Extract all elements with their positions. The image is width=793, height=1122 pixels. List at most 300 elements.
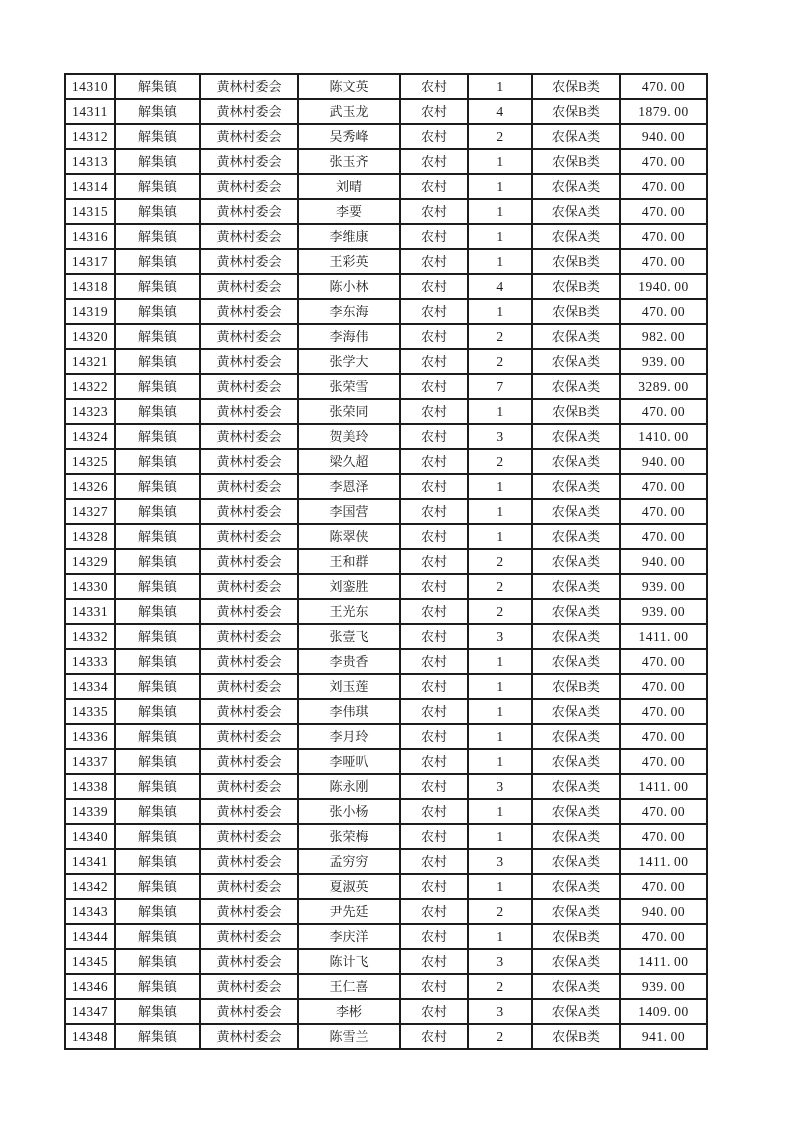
town-cell: 解集镇: [115, 624, 200, 649]
amount-cell: 470. 00: [620, 199, 707, 224]
amount-cell: 940. 00: [620, 549, 707, 574]
village-committee-cell: 黄林村委会: [200, 274, 298, 299]
village-committee-cell: 黄林村委会: [200, 249, 298, 274]
table-row: [65, 774, 707, 799]
category-cell: 农村: [400, 199, 468, 224]
headcount-cell: 2: [468, 1024, 532, 1049]
insurance-type-cell: 农保A类: [532, 774, 620, 799]
category-cell: 农村: [400, 674, 468, 699]
person-name-cell: 张荣雪: [298, 374, 400, 399]
person-name-cell: 刘玉莲: [298, 674, 400, 699]
insurance-type-cell: 农保B类: [532, 924, 620, 949]
town-cell: 解集镇: [115, 1024, 200, 1049]
village-committee-cell: 黄林村委会: [200, 149, 298, 174]
headcount-cell: 1: [468, 524, 532, 549]
serial-number-cell: 14325: [65, 449, 115, 474]
table-row: [65, 549, 707, 574]
amount-cell: 940. 00: [620, 449, 707, 474]
serial-number-cell: 14321: [65, 349, 115, 374]
amount-cell: 1411. 00: [620, 774, 707, 799]
insurance-type-cell: 农保A类: [532, 449, 620, 474]
person-name-cell: 李国营: [298, 499, 400, 524]
category-cell: 农村: [400, 649, 468, 674]
insurance-type-cell: 农保B类: [532, 74, 620, 99]
village-committee-cell: 黄林村委会: [200, 324, 298, 349]
headcount-cell: 1: [468, 249, 532, 274]
category-cell: 农村: [400, 999, 468, 1024]
town-cell: 解集镇: [115, 499, 200, 524]
table-row: [65, 799, 707, 824]
insurance-payment-table: [64, 73, 708, 1050]
serial-number-cell: 14345: [65, 949, 115, 974]
insurance-type-cell: 农保A类: [532, 424, 620, 449]
table-row: [65, 649, 707, 674]
village-committee-cell: 黄林村委会: [200, 799, 298, 824]
village-committee-cell: 黄林村委会: [200, 774, 298, 799]
category-cell: 农村: [400, 99, 468, 124]
person-name-cell: 陈雪兰: [298, 1024, 400, 1049]
headcount-cell: 3: [468, 424, 532, 449]
headcount-cell: 1: [468, 674, 532, 699]
village-committee-cell: 黄林村委会: [200, 849, 298, 874]
amount-cell: 470. 00: [620, 224, 707, 249]
town-cell: 解集镇: [115, 174, 200, 199]
insurance-type-cell: 农保A类: [532, 949, 620, 974]
headcount-cell: 2: [468, 549, 532, 574]
insurance-type-cell: 农保A类: [532, 549, 620, 574]
village-committee-cell: 黄林村委会: [200, 899, 298, 924]
table-row: [65, 699, 707, 724]
serial-number-cell: 14312: [65, 124, 115, 149]
table-row: [65, 824, 707, 849]
table-body: [65, 74, 707, 1049]
category-cell: 农村: [400, 224, 468, 249]
town-cell: 解集镇: [115, 299, 200, 324]
town-cell: 解集镇: [115, 974, 200, 999]
category-cell: 农村: [400, 549, 468, 574]
insurance-type-cell: 农保B类: [532, 1024, 620, 1049]
serial-number-cell: 14331: [65, 599, 115, 624]
headcount-cell: 3: [468, 949, 532, 974]
village-committee-cell: 黄林村委会: [200, 599, 298, 624]
headcount-cell: 2: [468, 124, 532, 149]
category-cell: 农村: [400, 574, 468, 599]
village-committee-cell: 黄林村委会: [200, 949, 298, 974]
town-cell: 解集镇: [115, 999, 200, 1024]
town-cell: 解集镇: [115, 749, 200, 774]
person-name-cell: 陈翠侠: [298, 524, 400, 549]
person-name-cell: 陈小林: [298, 274, 400, 299]
amount-cell: 470. 00: [620, 674, 707, 699]
person-name-cell: 李维康: [298, 224, 400, 249]
person-name-cell: 李海伟: [298, 324, 400, 349]
headcount-cell: 1: [468, 824, 532, 849]
town-cell: 解集镇: [115, 774, 200, 799]
headcount-cell: 1: [468, 724, 532, 749]
headcount-cell: 1: [468, 649, 532, 674]
person-name-cell: 张小杨: [298, 799, 400, 824]
headcount-cell: 2: [468, 599, 532, 624]
serial-number-cell: 14317: [65, 249, 115, 274]
serial-number-cell: 14315: [65, 199, 115, 224]
person-name-cell: 张荣梅: [298, 824, 400, 849]
insurance-type-cell: 农保A类: [532, 499, 620, 524]
town-cell: 解集镇: [115, 924, 200, 949]
category-cell: 农村: [400, 74, 468, 99]
headcount-cell: 4: [468, 274, 532, 299]
table-row: [65, 524, 707, 549]
person-name-cell: 陈永刚: [298, 774, 400, 799]
town-cell: 解集镇: [115, 949, 200, 974]
headcount-cell: 2: [468, 899, 532, 924]
insurance-type-cell: 农保A类: [532, 199, 620, 224]
category-cell: 农村: [400, 724, 468, 749]
town-cell: 解集镇: [115, 399, 200, 424]
headcount-cell: 1: [468, 399, 532, 424]
town-cell: 解集镇: [115, 374, 200, 399]
person-name-cell: 刘銮胜: [298, 574, 400, 599]
person-name-cell: 孟穷穷: [298, 849, 400, 874]
town-cell: 解集镇: [115, 124, 200, 149]
serial-number-cell: 14332: [65, 624, 115, 649]
serial-number-cell: 14341: [65, 849, 115, 874]
category-cell: 农村: [400, 599, 468, 624]
category-cell: 农村: [400, 399, 468, 424]
insurance-type-cell: 农保B类: [532, 99, 620, 124]
headcount-cell: 1: [468, 799, 532, 824]
insurance-type-cell: 农保A类: [532, 849, 620, 874]
table-row: [65, 574, 707, 599]
person-name-cell: 张壹飞: [298, 624, 400, 649]
category-cell: 农村: [400, 949, 468, 974]
insurance-type-cell: 农保A类: [532, 574, 620, 599]
category-cell: 农村: [400, 874, 468, 899]
category-cell: 农村: [400, 499, 468, 524]
amount-cell: 982. 00: [620, 324, 707, 349]
person-name-cell: 吴秀峰: [298, 124, 400, 149]
insurance-type-cell: 农保A类: [532, 999, 620, 1024]
table-row: [65, 324, 707, 349]
amount-cell: 940. 00: [620, 124, 707, 149]
amount-cell: 470. 00: [620, 149, 707, 174]
village-committee-cell: 黄林村委会: [200, 574, 298, 599]
serial-number-cell: 14322: [65, 374, 115, 399]
serial-number-cell: 14342: [65, 874, 115, 899]
category-cell: 农村: [400, 849, 468, 874]
town-cell: 解集镇: [115, 224, 200, 249]
insurance-type-cell: 农保A类: [532, 474, 620, 499]
headcount-cell: 4: [468, 99, 532, 124]
table-row: [65, 99, 707, 124]
person-name-cell: 李要: [298, 199, 400, 224]
headcount-cell: 1: [468, 299, 532, 324]
table-row: [65, 424, 707, 449]
amount-cell: 470. 00: [620, 74, 707, 99]
insurance-type-cell: 农保A类: [532, 174, 620, 199]
insurance-type-cell: 农保A类: [532, 124, 620, 149]
village-committee-cell: 黄林村委会: [200, 349, 298, 374]
town-cell: 解集镇: [115, 149, 200, 174]
amount-cell: 470. 00: [620, 299, 707, 324]
table-row: [65, 399, 707, 424]
amount-cell: 470. 00: [620, 174, 707, 199]
person-name-cell: 李彬: [298, 999, 400, 1024]
amount-cell: 1410. 00: [620, 424, 707, 449]
person-name-cell: 王彩英: [298, 249, 400, 274]
village-committee-cell: 黄林村委会: [200, 374, 298, 399]
serial-number-cell: 14338: [65, 774, 115, 799]
table-row: [65, 174, 707, 199]
table-row: [65, 449, 707, 474]
amount-cell: 470. 00: [620, 924, 707, 949]
person-name-cell: 李月玲: [298, 724, 400, 749]
table-row: [65, 474, 707, 499]
insurance-type-cell: 农保B类: [532, 299, 620, 324]
village-committee-cell: 黄林村委会: [200, 474, 298, 499]
amount-cell: 470. 00: [620, 824, 707, 849]
person-name-cell: 王光东: [298, 599, 400, 624]
amount-cell: 470. 00: [620, 699, 707, 724]
village-committee-cell: 黄林村委会: [200, 74, 298, 99]
insurance-type-cell: 农保B类: [532, 274, 620, 299]
person-name-cell: 夏淑英: [298, 874, 400, 899]
category-cell: 农村: [400, 1024, 468, 1049]
town-cell: 解集镇: [115, 899, 200, 924]
headcount-cell: 1: [468, 499, 532, 524]
amount-cell: 941. 00: [620, 1024, 707, 1049]
insurance-type-cell: 农保B类: [532, 249, 620, 274]
town-cell: 解集镇: [115, 599, 200, 624]
village-committee-cell: 黄林村委会: [200, 824, 298, 849]
headcount-cell: 3: [468, 849, 532, 874]
insurance-type-cell: 农保A类: [532, 524, 620, 549]
serial-number-cell: 14329: [65, 549, 115, 574]
serial-number-cell: 14318: [65, 274, 115, 299]
table-row: [65, 924, 707, 949]
insurance-type-cell: 农保B类: [532, 399, 620, 424]
serial-number-cell: 14334: [65, 674, 115, 699]
amount-cell: 470. 00: [620, 649, 707, 674]
amount-cell: 470. 00: [620, 874, 707, 899]
town-cell: 解集镇: [115, 349, 200, 374]
table-row: [65, 949, 707, 974]
insurance-type-cell: 农保A类: [532, 224, 620, 249]
town-cell: 解集镇: [115, 874, 200, 899]
category-cell: 农村: [400, 824, 468, 849]
person-name-cell: 李恩泽: [298, 474, 400, 499]
headcount-cell: 1: [468, 924, 532, 949]
village-committee-cell: 黄林村委会: [200, 749, 298, 774]
table-row: [65, 149, 707, 174]
headcount-cell: 1: [468, 199, 532, 224]
table-row: [65, 274, 707, 299]
category-cell: 农村: [400, 974, 468, 999]
amount-cell: 470. 00: [620, 799, 707, 824]
headcount-cell: 2: [468, 349, 532, 374]
serial-number-cell: 14333: [65, 649, 115, 674]
category-cell: 农村: [400, 924, 468, 949]
town-cell: 解集镇: [115, 649, 200, 674]
person-name-cell: 李东海: [298, 299, 400, 324]
insurance-type-cell: 农保A类: [532, 824, 620, 849]
serial-number-cell: 14336: [65, 724, 115, 749]
insurance-type-cell: 农保A类: [532, 699, 620, 724]
village-committee-cell: 黄林村委会: [200, 499, 298, 524]
category-cell: 农村: [400, 474, 468, 499]
town-cell: 解集镇: [115, 324, 200, 349]
serial-number-cell: 14339: [65, 799, 115, 824]
town-cell: 解集镇: [115, 824, 200, 849]
insurance-type-cell: 农保B类: [532, 674, 620, 699]
person-name-cell: 尹先廷: [298, 899, 400, 924]
town-cell: 解集镇: [115, 99, 200, 124]
insurance-type-cell: 农保A类: [532, 324, 620, 349]
headcount-cell: 1: [468, 74, 532, 99]
town-cell: 解集镇: [115, 274, 200, 299]
category-cell: 农村: [400, 324, 468, 349]
person-name-cell: 陈文英: [298, 74, 400, 99]
table-row: [65, 849, 707, 874]
table-row: [65, 874, 707, 899]
insurance-type-cell: 农保A类: [532, 749, 620, 774]
category-cell: 农村: [400, 374, 468, 399]
serial-number-cell: 14316: [65, 224, 115, 249]
person-name-cell: 贺美玲: [298, 424, 400, 449]
table-row: [65, 674, 707, 699]
person-name-cell: 张学大: [298, 349, 400, 374]
town-cell: 解集镇: [115, 674, 200, 699]
serial-number-cell: 14323: [65, 399, 115, 424]
village-committee-cell: 黄林村委会: [200, 874, 298, 899]
table-row: [65, 599, 707, 624]
headcount-cell: 1: [468, 474, 532, 499]
table-row: [65, 199, 707, 224]
table-row: [65, 724, 707, 749]
category-cell: 农村: [400, 449, 468, 474]
village-committee-cell: 黄林村委会: [200, 549, 298, 574]
serial-number-cell: 14344: [65, 924, 115, 949]
town-cell: 解集镇: [115, 799, 200, 824]
table-row: [65, 1024, 707, 1049]
village-committee-cell: 黄林村委会: [200, 224, 298, 249]
serial-number-cell: 14326: [65, 474, 115, 499]
town-cell: 解集镇: [115, 474, 200, 499]
table-row: [65, 624, 707, 649]
insurance-type-cell: 农保A类: [532, 874, 620, 899]
village-committee-cell: 黄林村委会: [200, 724, 298, 749]
headcount-cell: 1: [468, 174, 532, 199]
headcount-cell: 3: [468, 999, 532, 1024]
village-committee-cell: 黄林村委会: [200, 124, 298, 149]
headcount-cell: 2: [468, 574, 532, 599]
insurance-type-cell: 农保A类: [532, 349, 620, 374]
insurance-type-cell: 农保A类: [532, 724, 620, 749]
serial-number-cell: 14310: [65, 74, 115, 99]
category-cell: 农村: [400, 149, 468, 174]
category-cell: 农村: [400, 274, 468, 299]
table-row: [65, 299, 707, 324]
category-cell: 农村: [400, 349, 468, 374]
person-name-cell: 刘晴: [298, 174, 400, 199]
amount-cell: 939. 00: [620, 574, 707, 599]
person-name-cell: 梁久超: [298, 449, 400, 474]
village-committee-cell: 黄林村委会: [200, 199, 298, 224]
amount-cell: 470. 00: [620, 474, 707, 499]
town-cell: 解集镇: [115, 449, 200, 474]
town-cell: 解集镇: [115, 524, 200, 549]
village-committee-cell: 黄林村委会: [200, 299, 298, 324]
serial-number-cell: 14320: [65, 324, 115, 349]
village-committee-cell: 黄林村委会: [200, 524, 298, 549]
table-row: [65, 749, 707, 774]
amount-cell: 470. 00: [620, 724, 707, 749]
person-name-cell: 陈计飞: [298, 949, 400, 974]
town-cell: 解集镇: [115, 74, 200, 99]
insurance-type-cell: 农保A类: [532, 599, 620, 624]
insurance-type-cell: 农保A类: [532, 799, 620, 824]
serial-number-cell: 14347: [65, 999, 115, 1024]
village-committee-cell: 黄林村委会: [200, 99, 298, 124]
person-name-cell: 张玉齐: [298, 149, 400, 174]
table-row: [65, 249, 707, 274]
headcount-cell: 3: [468, 624, 532, 649]
amount-cell: 470. 00: [620, 399, 707, 424]
insurance-type-cell: 农保A类: [532, 624, 620, 649]
table-row: [65, 974, 707, 999]
amount-cell: 1411. 00: [620, 849, 707, 874]
person-name-cell: 李伟琪: [298, 699, 400, 724]
person-name-cell: 李哑叭: [298, 749, 400, 774]
amount-cell: 939. 00: [620, 349, 707, 374]
serial-number-cell: 14346: [65, 974, 115, 999]
village-committee-cell: 黄林村委会: [200, 449, 298, 474]
amount-cell: 1411. 00: [620, 949, 707, 974]
amount-cell: 939. 00: [620, 974, 707, 999]
person-name-cell: 王仁喜: [298, 974, 400, 999]
serial-number-cell: 14337: [65, 749, 115, 774]
headcount-cell: 2: [468, 974, 532, 999]
headcount-cell: 2: [468, 324, 532, 349]
amount-cell: 940. 00: [620, 899, 707, 924]
headcount-cell: 1: [468, 749, 532, 774]
village-committee-cell: 黄林村委会: [200, 974, 298, 999]
serial-number-cell: 14311: [65, 99, 115, 124]
person-name-cell: 张荣同: [298, 399, 400, 424]
person-name-cell: 李贵香: [298, 649, 400, 674]
amount-cell: 1879. 00: [620, 99, 707, 124]
insurance-type-cell: 农保A类: [532, 974, 620, 999]
village-committee-cell: 黄林村委会: [200, 649, 298, 674]
category-cell: 农村: [400, 249, 468, 274]
amount-cell: 470. 00: [620, 249, 707, 274]
village-committee-cell: 黄林村委会: [200, 424, 298, 449]
serial-number-cell: 14348: [65, 1024, 115, 1049]
serial-number-cell: 14340: [65, 824, 115, 849]
category-cell: 农村: [400, 524, 468, 549]
headcount-cell: 1: [468, 699, 532, 724]
headcount-cell: 1: [468, 149, 532, 174]
table-row: [65, 349, 707, 374]
serial-number-cell: 14327: [65, 499, 115, 524]
headcount-cell: 3: [468, 774, 532, 799]
serial-number-cell: 14319: [65, 299, 115, 324]
serial-number-cell: 14335: [65, 699, 115, 724]
village-committee-cell: 黄林村委会: [200, 924, 298, 949]
table-row: [65, 999, 707, 1024]
insurance-type-cell: 农保A类: [532, 374, 620, 399]
category-cell: 农村: [400, 699, 468, 724]
serial-number-cell: 14324: [65, 424, 115, 449]
